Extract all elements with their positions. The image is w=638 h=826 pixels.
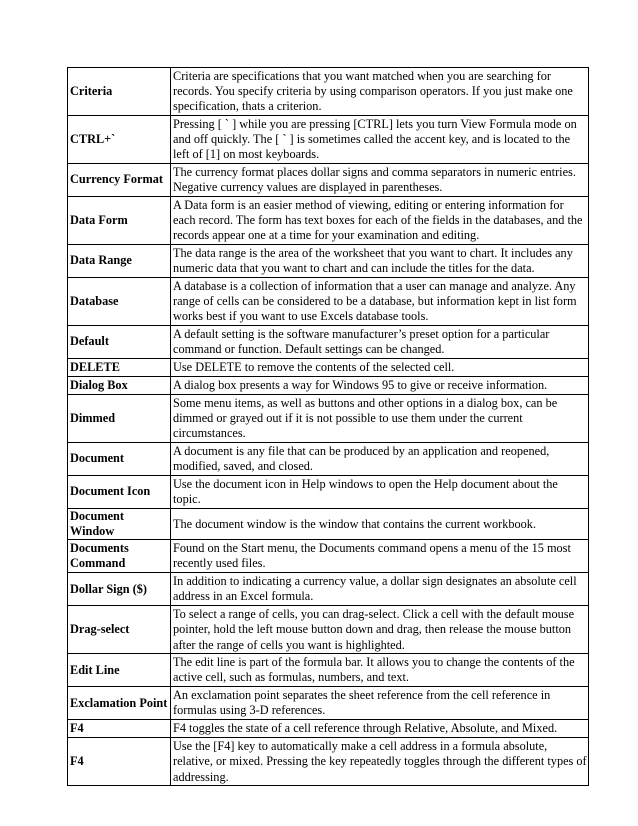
table-row — [68, 278, 589, 326]
definition-cell: F4 toggles the state of a cell reference through Relative, Absolute, and Mixed. — [171, 720, 589, 738]
definition-cell: A dialog box presents a way for Windows 95 to give or receive information. — [171, 377, 589, 395]
term-cell: Dollar Sign ($) — [68, 573, 171, 606]
table-row — [68, 720, 589, 738]
term-cell: Document — [68, 443, 171, 476]
term-cell: DELETE — [68, 359, 171, 377]
table-row — [68, 738, 589, 786]
definition-cell: Pressing [ ` ] while you are pressing [CTRL] lets you turn View Formula mode on and off quickly. The [ ` ] is sometimes called the accent key, and is located to the left of [1] on most keyboards. — [171, 116, 589, 164]
definition-cell: The currency format places dollar signs and comma separators in numeric entries. Negative currency values are displayed in parentheses. — [171, 164, 589, 197]
table-row — [68, 540, 589, 573]
table-row — [68, 245, 589, 278]
definition-cell: Use DELETE to remove the contents of the selected cell. — [171, 359, 589, 377]
table-row — [68, 68, 589, 116]
term-cell: Currency Format — [68, 164, 171, 197]
term-cell: Dimmed — [68, 395, 171, 443]
definition-cell: A document is any file that can be produced by an application and reopened, modified, saved, and closed. — [171, 443, 589, 476]
term-cell: Database — [68, 278, 171, 326]
term-cell: F4 — [68, 720, 171, 738]
table-row — [68, 359, 589, 377]
term-cell: Edit Line — [68, 654, 171, 687]
term-cell: Documents Command — [68, 540, 171, 573]
term-cell: Document Window — [68, 509, 171, 540]
definition-cell: To select a range of cells, you can drag-select. Click a cell with the default mouse pointer, hold the left mouse button down and drag, then release the mouse button after the range of cells you want is highlighted. — [171, 606, 589, 654]
definition-cell: The edit line is part of the formula bar. It allows you to change the contents of the active cell, such as formulas, numbers, and text. — [171, 654, 589, 687]
definition-cell: In addition to indicating a currency value, a dollar sign designates an absolute cell address in an Excel formula. — [171, 573, 589, 606]
term-cell: Document Icon — [68, 476, 171, 509]
term-cell: F4 — [68, 738, 171, 786]
table-row — [68, 164, 589, 197]
term-cell: Default — [68, 326, 171, 359]
definition-cell: A default setting is the software manufacturer’s preset option for a particular command or function. Default settings can be changed. — [171, 326, 589, 359]
term-cell: Data Form — [68, 197, 171, 245]
definition-cell: A database is a collection of information that a user can manage and analyze. Any range of cells can be considered to be a database, but information kept in list form works best if you want to use Excels database tools. — [171, 278, 589, 326]
term-cell: CTRL+` — [68, 116, 171, 164]
table-row — [68, 197, 589, 245]
term-cell: Dialog Box — [68, 377, 171, 395]
table-row — [68, 573, 589, 606]
definition-cell: Use the document icon in Help windows to open the Help document about the topic. — [171, 476, 589, 509]
term-cell: Data Range — [68, 245, 171, 278]
term-cell: Exclamation Point — [68, 687, 171, 720]
definition-cell: Criteria are specifications that you want matched when you are searching for records. You specify criteria by using comparison operators. If you just make one specification, thats a criterion. — [171, 68, 589, 116]
table-row — [68, 606, 589, 654]
definition-cell: The document window is the window that contains the current workbook. — [171, 509, 589, 540]
table-row — [68, 395, 589, 443]
definition-cell: The data range is the area of the worksheet that you want to chart. It includes any numeric data that you want to chart and can include the titles for the data. — [171, 245, 589, 278]
definition-cell: Use the [F4] key to automatically make a cell address in a formula absolute, relative, or mixed. Pressing the key repeatedly toggles through the different types of addressing. — [171, 738, 589, 786]
definition-cell: An exclamation point separates the sheet reference from the cell reference in formulas using 3-D references. — [171, 687, 589, 720]
table-row — [68, 116, 589, 164]
definition-cell: Some menu items, as well as buttons and other options in a dialog box, can be dimmed or grayed out if it is not possible to use them under the current circumstances. — [171, 395, 589, 443]
term-cell: Drag-select — [68, 606, 171, 654]
definition-cell: A Data form is an easier method of viewing, editing or entering information for each record. The form has text boxes for each of the fields in the databases, and the records appear one at a time for your examination and editing. — [171, 197, 589, 245]
table-row — [68, 443, 589, 476]
glossary-table — [67, 67, 589, 786]
table-row — [68, 476, 589, 509]
table-row — [68, 377, 589, 395]
definition-cell: Found on the Start menu, the Documents command opens a menu of the 15 most recently used files. — [171, 540, 589, 573]
table-row — [68, 509, 589, 540]
table-row — [68, 687, 589, 720]
table-row — [68, 654, 589, 687]
term-cell: Criteria — [68, 68, 171, 116]
table-row — [68, 326, 589, 359]
